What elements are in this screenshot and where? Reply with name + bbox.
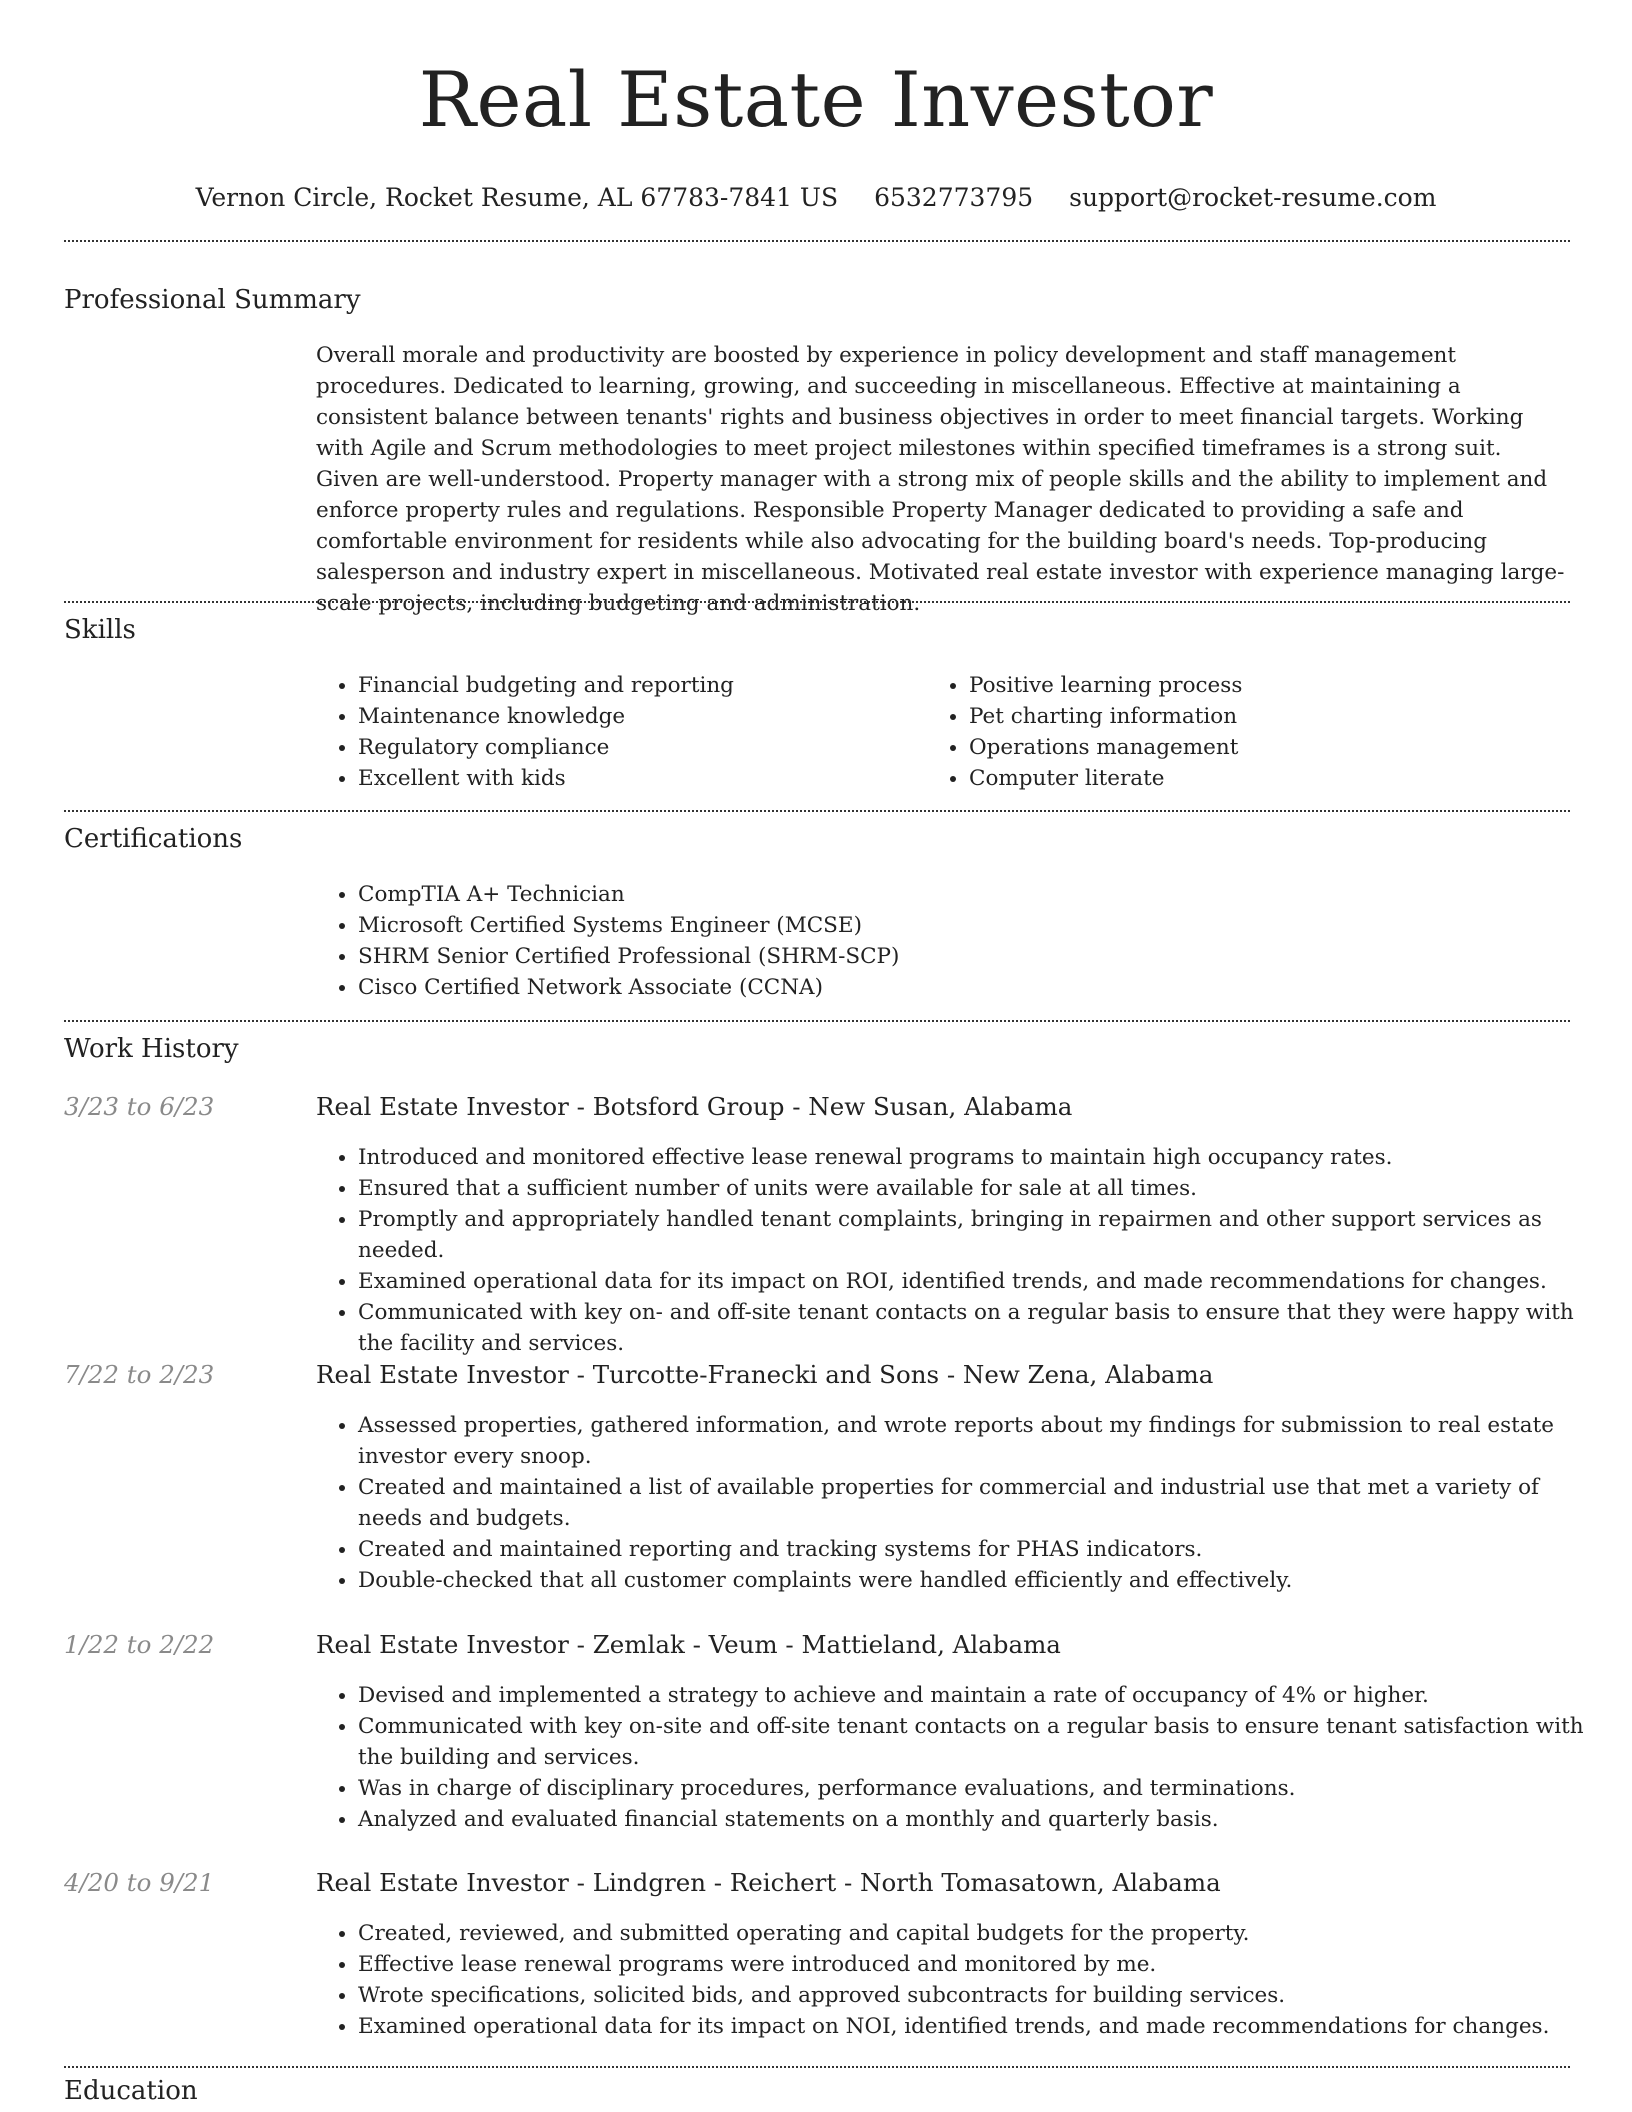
job-bullet: • Assessed properties, gathered information, and wrote reports about my findings for submission to real estate investor every snoop. bbox=[358, 1410, 1608, 1472]
job-title: Real Estate Investor - Zemlak - Veum - Mattieland, Alabama bbox=[316, 1630, 1061, 1659]
job-bullet: • Introduced and monitored effective lease renewal programs to maintain high occupancy rates. bbox=[358, 1142, 1608, 1173]
job-bullet: • Created and maintained reporting and tracking systems for PHAS indicators. bbox=[358, 1534, 1608, 1565]
section-title-skills: Skills bbox=[64, 615, 136, 645]
skill-item: • Financial budgeting and reporting bbox=[358, 670, 918, 701]
job-bullet: • Wrote specifications, solicited bids, and approved subcontracts for building services. bbox=[358, 1980, 1608, 2011]
job-bullet: • Analyzed and evaluated financial statements on a monthly and quarterly basis. bbox=[358, 1804, 1608, 1835]
section-title-certifications: Certifications bbox=[64, 824, 243, 854]
job-bullet: • Ensured that a sufficient number of units were available for sale at all times. bbox=[358, 1173, 1608, 1204]
skills-list-right bbox=[925, 670, 1569, 794]
job-date: 7/22 to 2/23 bbox=[64, 1360, 215, 1389]
divider bbox=[64, 601, 1570, 603]
job-bullet: • Created, reviewed, and submitted operating and capital budgets for the property. bbox=[358, 1918, 1608, 1949]
job-bullets bbox=[314, 1142, 1608, 1359]
section-title-summary: Professional Summary bbox=[64, 285, 361, 315]
skill-item: • Positive learning process bbox=[969, 670, 1569, 701]
job-bullets bbox=[314, 1410, 1608, 1596]
job-bullet: • Effective lease renewal programs were introduced and monitored by me. bbox=[358, 1949, 1608, 1980]
job-bullet: • Communicated with key on- and off-site tenant contacts on a regular basis to ensure that they were happy with the facility and services. bbox=[358, 1297, 1608, 1359]
job-bullet: • Double-checked that all customer complaints were handled efficiently and effectively. bbox=[358, 1565, 1608, 1596]
summary-text: Overall morale and productivity are boosted by experience in policy development and staff management procedures. Dedicated to learning, growing, and succeeding in miscellaneous. Effective at maintaining a consistent balance between tenants' rights and business objectives in order to meet financial targets. Working with Agile and Scrum methodologies to meet project milestones within specified timeframes is a strong suit. Given are well-understood. Property manager with a strong mix of people skills and the ability to implement and enforce property rules and regulations. Responsible Property Manager dedicated to providing a safe and comfortable environment for residents while also advocating for the building board's needs. Top-producing salesperson and industry expert in miscellaneous. Motivated real estate investor with experience managing large-scale projects, including budgeting and administration. bbox=[316, 343, 1565, 616]
address: Vernon Circle, Rocket Resume, AL 67783-7841 US bbox=[195, 183, 839, 212]
job-title: Real Estate Investor - Lindgren - Reichert - North Tomasatown, Alabama bbox=[316, 1868, 1221, 1897]
certifications-list bbox=[314, 879, 1558, 1003]
job-date: 1/22 to 2/22 bbox=[64, 1630, 215, 1659]
certification-item: • Cisco Certified Network Associate (CCNA) bbox=[358, 972, 1558, 1003]
job-date: 4/20 to 9/21 bbox=[64, 1868, 215, 1897]
job-bullet: • Created and maintained a list of available properties for commercial and industrial use that met a variety of needs and budgets. bbox=[358, 1472, 1608, 1534]
divider bbox=[64, 240, 1570, 242]
email: support@rocket-resume.com bbox=[1069, 183, 1437, 212]
job-date: 3/23 to 6/23 bbox=[64, 1092, 215, 1121]
skill-item: • Excellent with kids bbox=[358, 763, 918, 794]
divider bbox=[64, 1020, 1570, 1022]
skill-item: • Pet charting information bbox=[969, 701, 1569, 732]
divider bbox=[64, 810, 1570, 812]
job-bullets bbox=[314, 1680, 1608, 1835]
skill-item: • Regulatory compliance bbox=[358, 732, 918, 763]
job-bullet: • Communicated with key on-site and off-site tenant contacts on a regular basis to ensure tenant satisfaction with the building and services. bbox=[358, 1711, 1608, 1773]
job-bullet: • Devised and implemented a strategy to achieve and maintain a rate of occupancy of 4% or higher. bbox=[358, 1680, 1608, 1711]
job-bullet: • Examined operational data for its impact on NOI, identified trends, and made recommendations for changes. bbox=[358, 2011, 1608, 2042]
skill-item: • Computer literate bbox=[969, 763, 1569, 794]
job-bullet: • Examined operational data for its impact on ROI, identified trends, and made recommendations for changes. bbox=[358, 1266, 1608, 1297]
section-title-work-history: Work History bbox=[64, 1034, 239, 1064]
skill-item: • Maintenance knowledge bbox=[358, 701, 918, 732]
contact-line bbox=[0, 182, 1632, 214]
job-bullets bbox=[314, 1918, 1608, 2042]
certification-item: • SHRM Senior Certified Professional (SHRM-SCP) bbox=[358, 941, 1558, 972]
divider bbox=[64, 2066, 1570, 2068]
job-bullet: • Promptly and appropriately handled tenant complaints, bringing in repairmen and other support services as needed. bbox=[358, 1204, 1608, 1266]
job-title: Real Estate Investor - Turcotte-Franecki and Sons - New Zena, Alabama bbox=[316, 1360, 1214, 1389]
section-title-education: Education bbox=[64, 2076, 198, 2106]
job-bullet: • Was in charge of disciplinary procedures, performance evaluations, and terminations. bbox=[358, 1773, 1608, 1804]
certification-item: • CompTIA A+ Technician bbox=[358, 879, 1558, 910]
skills-list-left bbox=[314, 670, 918, 794]
job-title: Real Estate Investor - Botsford Group - New Susan, Alabama bbox=[316, 1092, 1073, 1121]
certification-item: • Microsoft Certified Systems Engineer (MCSE) bbox=[358, 910, 1558, 941]
candidate-name: Real Estate Investor bbox=[418, 55, 1214, 144]
skill-item: • Operations management bbox=[969, 732, 1569, 763]
phone: 6532773795 bbox=[874, 183, 1034, 212]
